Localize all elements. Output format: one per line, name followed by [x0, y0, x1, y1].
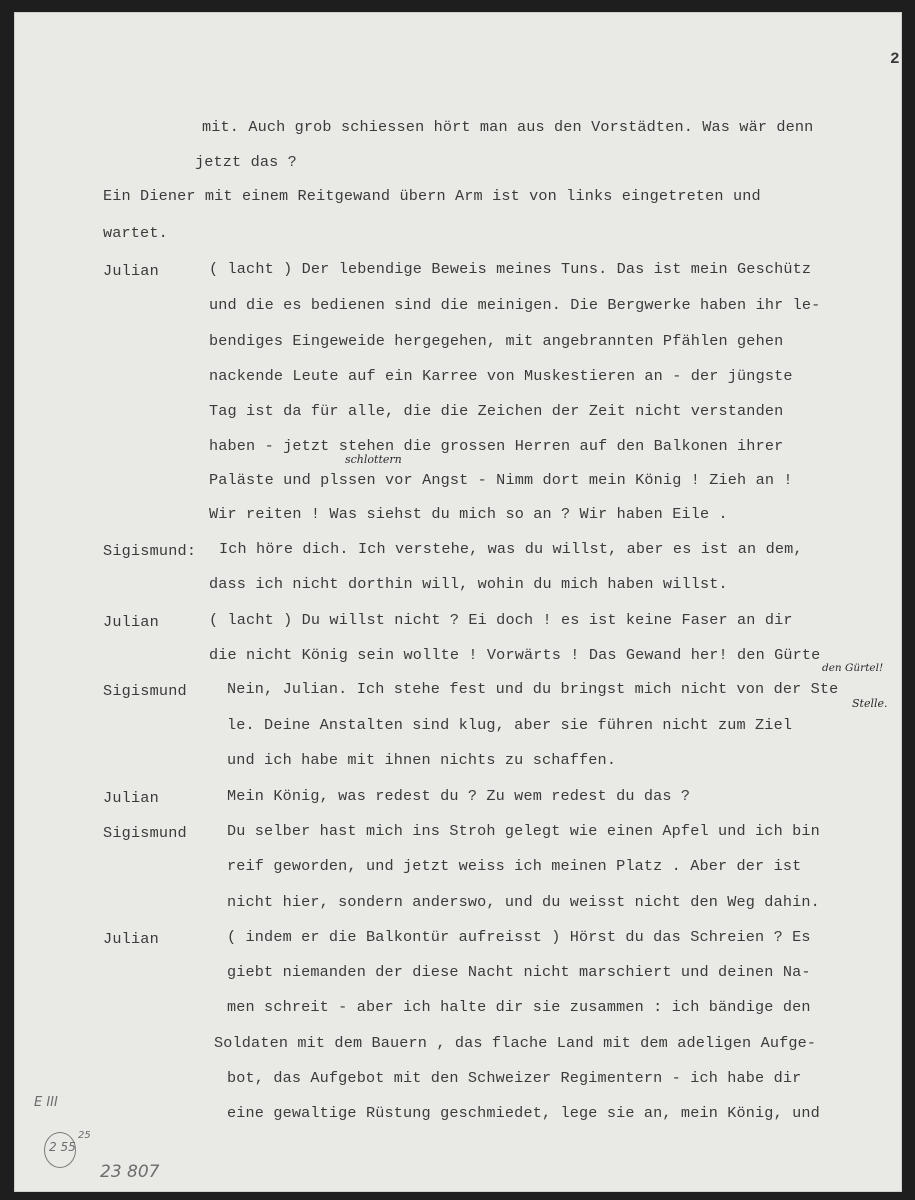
text-line: le. Deine Anstalten sind klug, aber sie führen nicht zum Ziel — [227, 716, 793, 734]
text-line: giebt niemanden der diese Nacht nicht marschiert und deinen Na- — [227, 963, 811, 981]
text-line: Ich höre dich. Ich verstehe, was du willst, aber es ist an dem, — [219, 540, 803, 558]
text-line: Du selber hast mich ins Stroh gelegt wie einen Apfel und ich bin — [227, 822, 820, 840]
text-line: ( lacht ) Der lebendige Beweis meines Tuns. Das ist mein Geschütz — [209, 260, 812, 278]
stage-direction-line: wartet. — [103, 224, 168, 242]
document-page — [14, 12, 902, 1192]
speaker-label: Sigismund: — [103, 542, 197, 560]
text-line: bendiges Eingeweide hergegehen, mit angebrannten Pfählen gehen — [209, 332, 784, 350]
speaker-label: Sigismund — [103, 682, 187, 700]
text-line: Paläste und plssen vor Angst - Nimm dort mein König ! Zieh an ! — [209, 471, 793, 489]
text-line: Wir reiten ! Was siehst du mich so an ? Wir haben Eile . — [209, 505, 728, 523]
text-line: Tag ist da für alle, die die Zeichen der Zeit nicht verstanden — [209, 402, 784, 420]
text-line: bot, das Aufgebot mit den Schweizer Regimentern - ich habe dir — [227, 1069, 802, 1087]
page-number: 2 — [890, 50, 900, 68]
stage-direction-line: Ein Diener mit einem Reitgewand übern Arm ist von links eingetreten und — [103, 187, 761, 205]
handwritten-correction: schlottern — [345, 453, 402, 466]
text-line: reif geworden, und jetzt weiss ich meinen Platz . Aber der ist — [227, 857, 802, 875]
text-line: Mein König, was redest du ? Zu wem redest du das ? — [227, 787, 691, 805]
text-line: men schreit - aber ich halte dir sie zusammen : ich bändige den — [227, 998, 811, 1016]
text-line: nicht hier, sondern anderswo, und du weisst nicht den Weg dahin. — [227, 893, 820, 911]
text-line: ( indem er die Balkontür aufreisst ) Hörst du das Schreien ? Es — [227, 928, 811, 946]
speaker-label: Julian — [103, 262, 159, 280]
circled-number: 2 55 — [49, 1140, 76, 1154]
text-line: ( lacht ) Du willst nicht ? Ei doch ! es ist keine Faser an dir — [209, 611, 793, 629]
text-line: mit. Auch grob schiessen hört man aus den Vorstädten. Was wär denn — [202, 118, 814, 136]
archive-mark: E III — [34, 1095, 58, 1110]
text-line: und die es bedienen sind die meinigen. Die Bergwerke haben ihr le- — [209, 296, 821, 314]
speaker-label: Julian — [103, 613, 159, 631]
inventory-number: 23 807 — [100, 1162, 160, 1182]
text-line: jetzt das ? — [195, 153, 297, 171]
speaker-label: Sigismund — [103, 824, 187, 842]
folio-number: 25 — [78, 1130, 91, 1141]
speaker-label: Julian — [103, 930, 159, 948]
handwritten-correction: den Gürtel! — [822, 662, 884, 674]
text-line: nackende Leute auf ein Karree von Muskestieren an - der jüngste — [209, 367, 793, 385]
handwritten-correction: Stelle. — [852, 697, 888, 710]
text-line: eine gewaltige Rüstung geschmiedet, lege sie an, mein König, und — [227, 1104, 820, 1122]
text-line: dass ich nicht dorthin will, wohin du mich haben willst. — [209, 575, 728, 593]
text-line: und ich habe mit ihnen nichts zu schaffen. — [227, 751, 617, 769]
text-line: Nein, Julian. Ich stehe fest und du bringst mich nicht von der Ste — [227, 680, 839, 698]
speaker-label: Julian — [103, 789, 159, 807]
text-line: Soldaten mit dem Bauern , das flache Land mit dem adeligen Aufge- — [214, 1034, 817, 1052]
text-line: haben - jetzt stehen die grossen Herren auf den Balkonen ihrer — [209, 437, 784, 455]
text-line: die nicht König sein wollte ! Vorwärts ! Das Gewand her! den Gürte — [209, 646, 821, 664]
